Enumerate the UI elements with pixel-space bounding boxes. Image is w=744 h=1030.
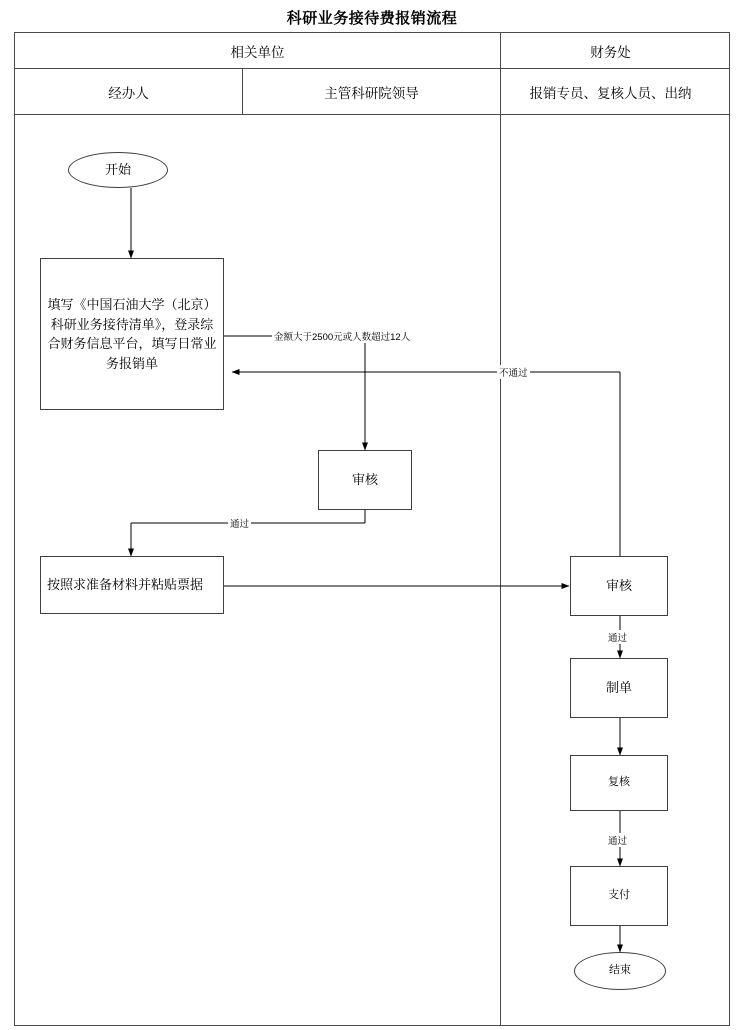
header-research-leader: 主管科研院领导 — [243, 69, 501, 114]
node-fill-form[interactable]: 填写《中国石油大学（北京）科研业务接待清单》，登录综合财务信息平台，填写日常业务报销单 — [40, 258, 224, 410]
node-prepare-materials[interactable]: 按照求准备材料并粘贴票据 — [40, 556, 224, 614]
node-pay[interactable]: 支付 — [570, 866, 668, 926]
node-make-voucher[interactable]: 制单 — [570, 658, 668, 718]
page-title: 科研业务接待费报销流程 — [286, 9, 458, 27]
node-end[interactable]: 结束 — [574, 952, 666, 990]
node-review-finance[interactable]: 审核 — [570, 556, 668, 616]
edge-label-pass-recheck: 通过 — [606, 833, 629, 847]
edge-label-fail-finance: 不通过 — [497, 365, 530, 379]
header-finance-dept: 财务处 — [590, 44, 631, 60]
edge-label-pass-finance: 通过 — [606, 630, 629, 644]
header-handler: 经办人 — [15, 69, 243, 114]
edge-label-amount-condition: 金额大于2500元或人数超过12人 — [272, 329, 412, 343]
header-finance-staff: 报销专员、复核人员、出纳 — [529, 85, 692, 101]
node-recheck[interactable]: 复核 — [570, 755, 668, 811]
header-related-units: 相关单位 — [15, 33, 501, 68]
edge-label-pass-leader: 通过 — [228, 516, 251, 530]
node-review-leader[interactable]: 审核 — [318, 450, 412, 510]
node-start[interactable]: 开始 — [68, 152, 168, 188]
